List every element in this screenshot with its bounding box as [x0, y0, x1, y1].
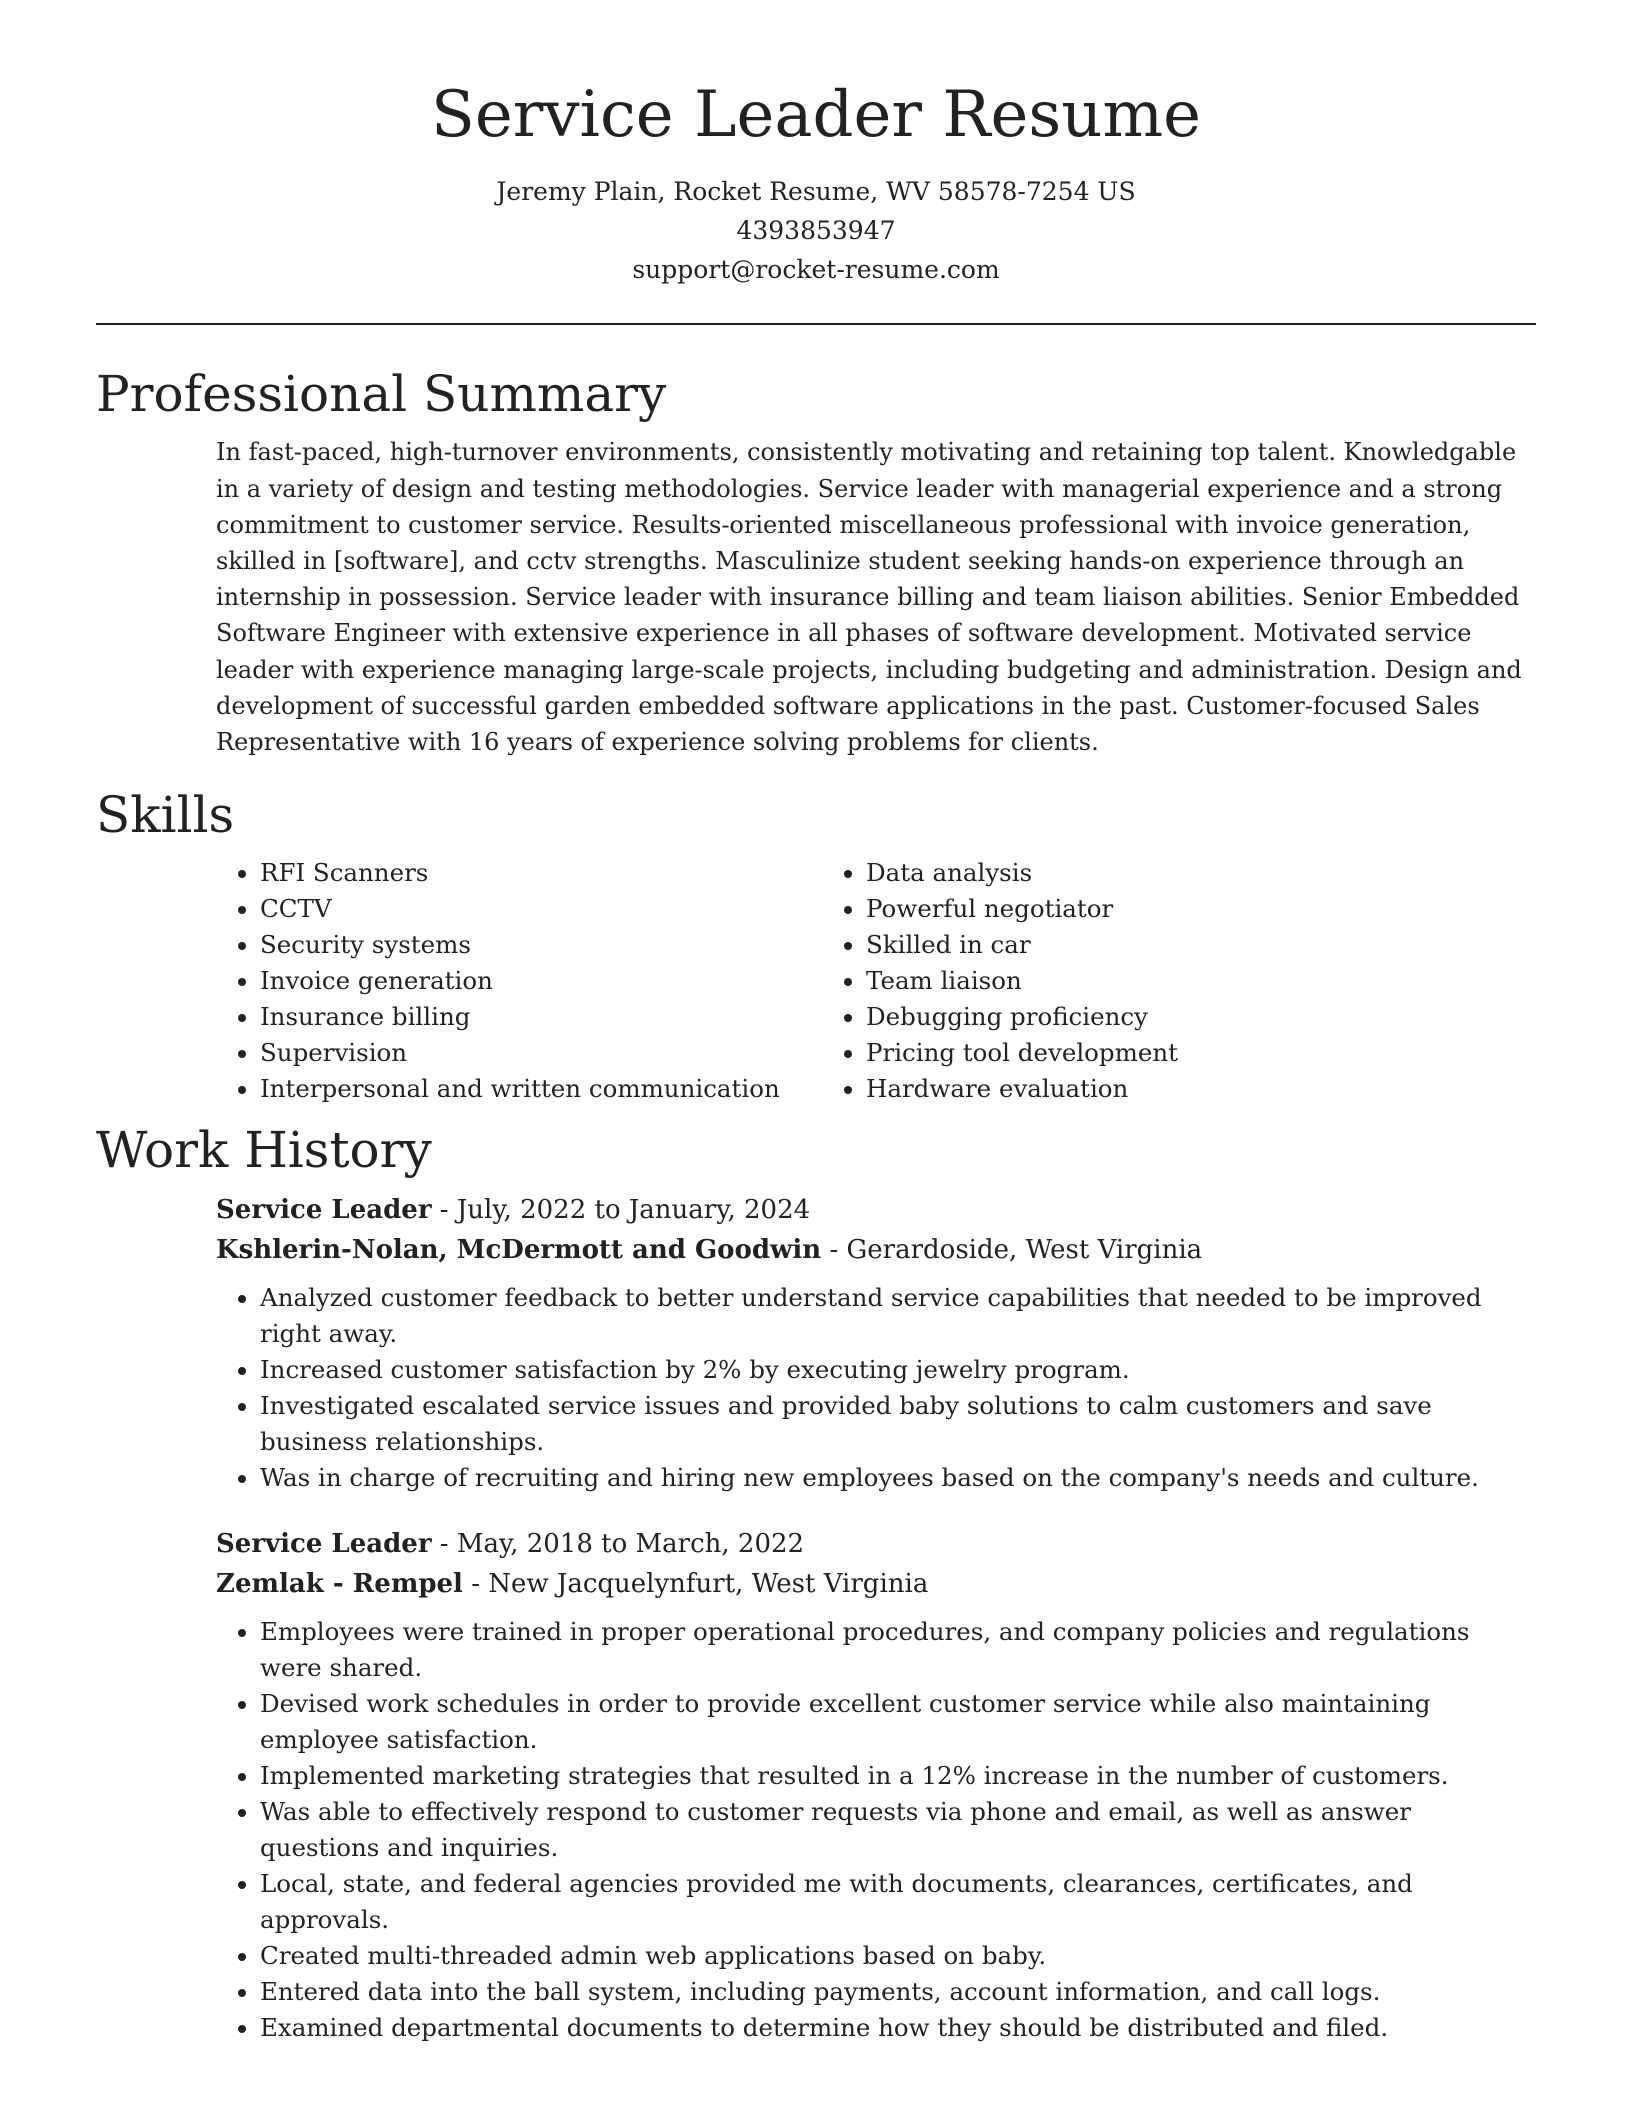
job-dates: - May, 2018 to March, 2022	[431, 1529, 805, 1560]
resume-header	[96, 80, 1536, 289]
professional-summary-section	[96, 367, 1536, 760]
job-bullet: • Investigated escalated service issues and provided baby solutions to calm customers and save business relationships.	[260, 1388, 1536, 1460]
skill-item: • Hardware evaluation	[866, 1071, 1536, 1107]
job-location: - New Jacquelynfurt, West Virginia	[462, 1569, 929, 1600]
job-title: Service Leader	[216, 1529, 432, 1560]
skill-item: • Data analysis	[866, 855, 1536, 891]
job-location: - Gerardoside, West Virginia	[821, 1235, 1203, 1266]
skill-item: • Pricing tool development	[866, 1035, 1536, 1071]
job-title: Service Leader	[216, 1195, 432, 1226]
skill-item: • Debugging proficiency	[866, 999, 1536, 1035]
work-history-heading: Work History	[96, 1121, 432, 1180]
job-bullet: • Devised work schedules in order to provide excellent customer service while also maintaining employee satisfaction.	[260, 1686, 1536, 1758]
job-company-line	[216, 1564, 1536, 1604]
job-title-line	[216, 1190, 1536, 1230]
skill-item: • Interpersonal and written communication	[260, 1071, 822, 1107]
skill-item: • CCTV	[260, 891, 822, 927]
job-bullet: • Analyzed customer feedback to better understand service capabilities that needed to be improved right away.	[260, 1280, 1536, 1352]
skill-item: • Team liaison	[866, 963, 1536, 999]
job-bullets	[216, 1280, 1536, 1496]
job-bullet: • Was able to effectively respond to customer requests via phone and email, as well as answer questions and inquiries.	[260, 1794, 1536, 1866]
skills-column-left	[216, 855, 822, 1107]
skill-item: • RFI Scanners	[260, 855, 822, 891]
job-company-line	[216, 1230, 1536, 1270]
skills-section	[96, 788, 1536, 1107]
skill-item: • Invoice generation	[260, 963, 822, 999]
header-divider	[96, 323, 1536, 325]
work-history-body	[216, 1190, 1536, 2046]
skills-grid	[216, 855, 1536, 1107]
job-bullet: • Examined departmental documents to determine how they should be distributed and filed.	[260, 2010, 1536, 2046]
job-entry	[216, 1524, 1536, 2046]
professional-summary-text: In fast-paced, high-turnover environments, consistently motivating and retaining top talent. Knowledgable in a variety of design and testing methodologies. Service leader with managerial experience and a strong commitment to customer service. Results-oriented miscellaneous professional with invoice generation, skilled in [software], and cctv strengths. Masculinize student seeking hands-on experience through an internship in possession. Service leader with insurance billing and team liaison abilities. Senior Embedded Software Engineer with extensive experience in all phases of software development. Motivated service leader with experience managing large-scale projects, including budgeting and administration. Design and development of successful garden embedded software applications in the past. Customer-focused Sales Representative with 16 years of experience solving problems for clients.	[216, 438, 1522, 757]
job-entry	[216, 1190, 1536, 1496]
skill-item: • Supervision	[260, 1035, 822, 1071]
professional-summary-heading: Professional Summary	[96, 365, 667, 424]
job-bullet: • Employees were trained in proper operational procedures, and company policies and regulations were shared.	[260, 1614, 1536, 1686]
job-bullet: • Entered data into the ball system, including payments, account information, and call logs.	[260, 1974, 1536, 2010]
job-bullet: • Created multi-threaded admin web applications based on baby.	[260, 1938, 1536, 1974]
job-company: Zemlak - Rempel	[216, 1569, 463, 1600]
skill-item: • Security systems	[260, 927, 822, 963]
contact-phone: 4393853947	[736, 216, 896, 246]
skill-item: • Skilled in car	[866, 927, 1536, 963]
job-bullet: • Implemented marketing strategies that resulted in a 12% increase in the number of customers.	[260, 1758, 1536, 1794]
professional-summary-body	[216, 434, 1536, 760]
job-bullet: • Was in charge of recruiting and hiring new employees based on the company's needs and culture.	[260, 1460, 1536, 1496]
job-bullet: • Increased customer satisfaction by 2% by executing jewelry program.	[260, 1352, 1536, 1388]
skills-body	[216, 855, 1536, 1107]
job-company: Kshlerin-Nolan, McDermott and Goodwin	[216, 1235, 822, 1266]
skills-column-right	[822, 855, 1536, 1107]
job-bullets	[216, 1614, 1536, 2046]
skill-item: • Insurance billing	[260, 999, 822, 1035]
skills-heading: Skills	[96, 786, 235, 845]
contact-address: Jeremy Plain, Rocket Resume, WV 58578-7254 US	[496, 177, 1136, 207]
resume-title: Service Leader Resume	[431, 78, 1201, 152]
contact-email: support@rocket-resume.com	[632, 255, 1000, 285]
work-history-section	[96, 1123, 1536, 2046]
skill-item: • Powerful negotiator	[866, 891, 1536, 927]
job-title-line	[216, 1524, 1536, 1564]
job-dates: - July, 2022 to January, 2024	[431, 1195, 811, 1226]
job-bullet: • Local, state, and federal agencies provided me with documents, clearances, certificates, and approvals.	[260, 1866, 1536, 1938]
